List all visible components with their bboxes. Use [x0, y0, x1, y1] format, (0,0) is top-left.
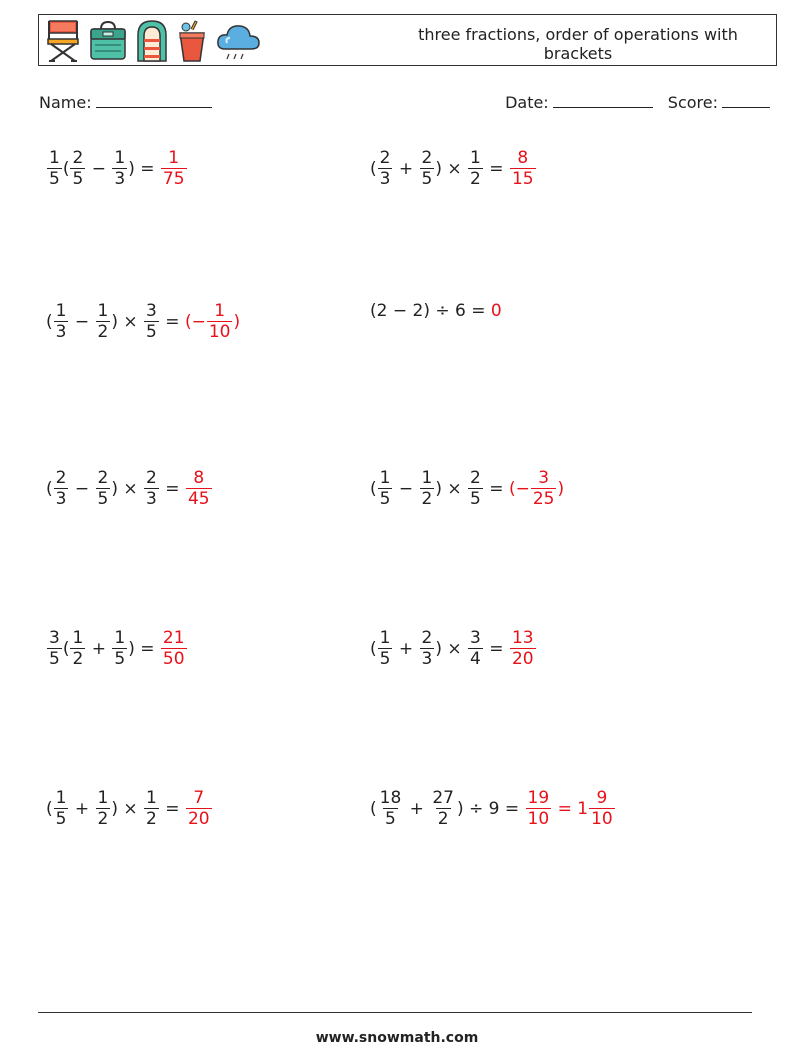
expr-text: (	[62, 158, 70, 179]
inflatable-boat-icon	[135, 19, 169, 63]
fraction	[468, 148, 483, 189]
expr-text: (−	[184, 311, 206, 332]
fraction	[70, 148, 85, 189]
numerator: 21	[162, 628, 185, 648]
fraction	[510, 628, 536, 669]
numerator: 1	[114, 148, 126, 168]
numerator: 1	[97, 788, 109, 808]
numerator: 3	[146, 301, 157, 321]
numerator: 2	[55, 468, 67, 488]
date-score-field	[505, 93, 770, 112]
expr-text: =	[159, 311, 185, 332]
numerator: 1	[114, 628, 126, 648]
fraction	[420, 628, 435, 669]
footer-site: www.snowmath.com	[315, 1030, 479, 1046]
denominator: 2	[437, 809, 449, 829]
expr-text: +	[393, 158, 419, 179]
fraction	[54, 301, 69, 342]
fraction	[510, 148, 536, 189]
denominator: 4	[470, 649, 481, 669]
fraction	[186, 468, 212, 509]
expr-text: ) ×	[435, 158, 468, 179]
denominator: 25	[532, 489, 555, 509]
answer	[509, 628, 537, 669]
worksheet-title: three fractions, order of operations with brackets	[418, 25, 738, 63]
denominator: 3	[146, 489, 157, 509]
expr-text: =	[483, 158, 509, 179]
fraction	[378, 468, 393, 509]
expr-text: +	[404, 798, 430, 819]
name-field	[39, 93, 212, 112]
problem-7	[46, 628, 188, 669]
fraction	[468, 628, 483, 669]
numerator: 1	[379, 628, 391, 648]
fraction	[531, 468, 557, 509]
answer	[185, 301, 240, 342]
expr-text: (	[370, 638, 377, 659]
numerator: 1	[49, 148, 60, 168]
numerator: 2	[421, 148, 433, 168]
denominator: 2	[421, 489, 433, 509]
denominator: 5	[49, 169, 60, 189]
problem-10	[370, 788, 616, 829]
answer	[185, 788, 213, 829]
numerator: 8	[193, 468, 205, 488]
numerator: 2	[379, 148, 391, 168]
expr-text: (	[370, 798, 377, 819]
name-label: Name:	[39, 93, 92, 112]
fraction	[112, 628, 127, 669]
fraction	[378, 148, 393, 189]
numerator: 1	[55, 788, 67, 808]
denominator: 45	[187, 489, 210, 509]
denominator: 2	[72, 649, 84, 669]
expr-text: +	[393, 638, 419, 659]
fraction	[144, 301, 159, 342]
denominator: 5	[55, 809, 67, 829]
denominator: 2	[97, 809, 109, 829]
numerator: 1	[72, 628, 84, 648]
problem-1	[46, 148, 188, 189]
denominator: 2	[470, 169, 481, 189]
numerator: 2	[146, 468, 157, 488]
expr-text: (2 − 2) ÷ 6 =	[370, 301, 491, 321]
fraction	[420, 468, 435, 509]
denominator: 5	[146, 322, 157, 342]
denominator: 5	[379, 489, 391, 509]
numerator: 9	[596, 788, 608, 808]
fraction	[54, 468, 69, 509]
numerator: 13	[511, 628, 534, 648]
denominator: 3	[421, 649, 433, 669]
numerator: 3	[538, 468, 550, 488]
numerator: 1	[470, 148, 481, 168]
numerator: 1	[421, 468, 433, 488]
fraction	[468, 468, 483, 509]
expr-text: −	[393, 478, 419, 499]
problem-6	[370, 468, 564, 509]
fraction	[144, 468, 159, 509]
expr-text: ) ×	[111, 478, 144, 499]
fraction	[378, 628, 393, 669]
denominator: 20	[187, 809, 210, 829]
denominator: 20	[511, 649, 534, 669]
numerator: 1	[168, 148, 180, 168]
denominator: 5	[97, 489, 109, 509]
denominator: 2	[97, 322, 109, 342]
denominator: 75	[162, 169, 185, 189]
header-icons	[45, 19, 261, 63]
answer	[160, 628, 188, 669]
denominator: 10	[527, 809, 550, 829]
rain-cloud-icon	[215, 19, 261, 63]
expr-text: =	[159, 478, 185, 499]
expr-text: (−	[508, 478, 530, 499]
denominator: 15	[511, 169, 534, 189]
fraction	[420, 148, 435, 189]
numerator: 3	[470, 628, 481, 648]
expr-text: ) ×	[435, 478, 468, 499]
answer	[509, 148, 537, 189]
expr-text: +	[69, 798, 95, 819]
expr-text: −	[69, 478, 95, 499]
expr-text: (	[370, 478, 377, 499]
answer	[160, 148, 188, 189]
fraction	[161, 628, 187, 669]
expr-text: )	[557, 478, 565, 499]
score-label: Score:	[667, 93, 718, 112]
date-label: Date:	[505, 93, 549, 112]
director-chair-icon	[45, 19, 81, 63]
fraction	[54, 788, 69, 829]
fraction	[47, 148, 62, 189]
expr-text: =	[483, 638, 509, 659]
numerator: 2	[421, 628, 433, 648]
denominator: 5	[72, 169, 84, 189]
worksheet-header	[38, 14, 777, 66]
problem-4	[370, 301, 502, 321]
expr-text: ) ×	[111, 311, 144, 332]
expr-text: (	[62, 638, 70, 659]
denominator: 2	[146, 809, 157, 829]
expr-text: =	[159, 798, 185, 819]
expr-text: (	[46, 478, 53, 499]
numerator: 2	[97, 468, 109, 488]
expr-text: 0	[490, 301, 502, 321]
denominator: 3	[379, 169, 391, 189]
numerator: 18	[379, 788, 402, 808]
expr-text: (	[46, 798, 53, 819]
denominator: 3	[55, 322, 67, 342]
numerator: 1	[55, 301, 67, 321]
fraction	[96, 468, 111, 509]
fraction	[430, 788, 456, 829]
numerator: 2	[470, 468, 481, 488]
denominator: 10	[591, 809, 613, 829]
numerator: 8	[517, 148, 529, 168]
fraction	[526, 788, 552, 829]
date-blank[interactable]	[553, 93, 653, 108]
numerator: 2	[72, 148, 84, 168]
expr-text: = 1	[552, 798, 589, 819]
numerator: 27	[432, 788, 454, 808]
expr-text: =	[483, 478, 509, 499]
denominator: 10	[208, 322, 231, 342]
problem-8	[370, 628, 537, 669]
expr-text: (	[46, 311, 53, 332]
answer	[509, 468, 564, 509]
expr-text: ) =	[128, 158, 160, 179]
expr-text: ) ×	[111, 798, 144, 819]
answer	[491, 301, 502, 321]
fraction	[589, 788, 615, 829]
numerator: 7	[193, 788, 205, 808]
expr-text: )	[233, 311, 241, 332]
problem-2	[370, 148, 537, 189]
fraction	[112, 148, 127, 189]
denominator: 5	[49, 649, 60, 669]
denominator: 5	[114, 649, 126, 669]
problem-5	[46, 468, 213, 509]
answer	[525, 788, 616, 829]
numerator: 19	[527, 788, 550, 808]
denominator: 5	[421, 169, 433, 189]
problem-9	[46, 788, 213, 829]
fraction	[186, 788, 212, 829]
fraction	[70, 628, 85, 669]
score-blank[interactable]	[722, 93, 770, 108]
expr-text: ) ×	[435, 638, 468, 659]
fraction	[378, 788, 404, 829]
numerator: 1	[214, 301, 226, 321]
expr-text: (	[370, 158, 377, 179]
fraction	[144, 788, 159, 829]
beach-bucket-icon	[177, 19, 207, 63]
expr-text: −	[69, 311, 95, 332]
fraction	[161, 148, 187, 189]
fraction	[207, 301, 233, 342]
fraction	[96, 788, 111, 829]
expr-text: −	[86, 158, 112, 179]
expr-text: ) ÷ 9 =	[456, 798, 525, 819]
numerator: 3	[49, 628, 60, 648]
denominator: 3	[55, 489, 67, 509]
expr-text: +	[86, 638, 112, 659]
name-blank[interactable]	[96, 93, 212, 108]
denominator: 3	[114, 169, 126, 189]
fraction	[47, 628, 62, 669]
cooler-box-icon	[89, 19, 127, 63]
answer	[185, 468, 213, 509]
footer-divider	[38, 1012, 752, 1013]
denominator: 5	[379, 649, 391, 669]
denominator: 50	[162, 649, 185, 669]
denominator: 5	[470, 489, 481, 509]
numerator: 1	[379, 468, 391, 488]
problem-3	[46, 301, 240, 342]
expr-text: ) =	[128, 638, 160, 659]
fraction	[96, 301, 111, 342]
numerator: 1	[146, 788, 157, 808]
numerator: 1	[97, 301, 109, 321]
denominator: 5	[385, 809, 396, 829]
